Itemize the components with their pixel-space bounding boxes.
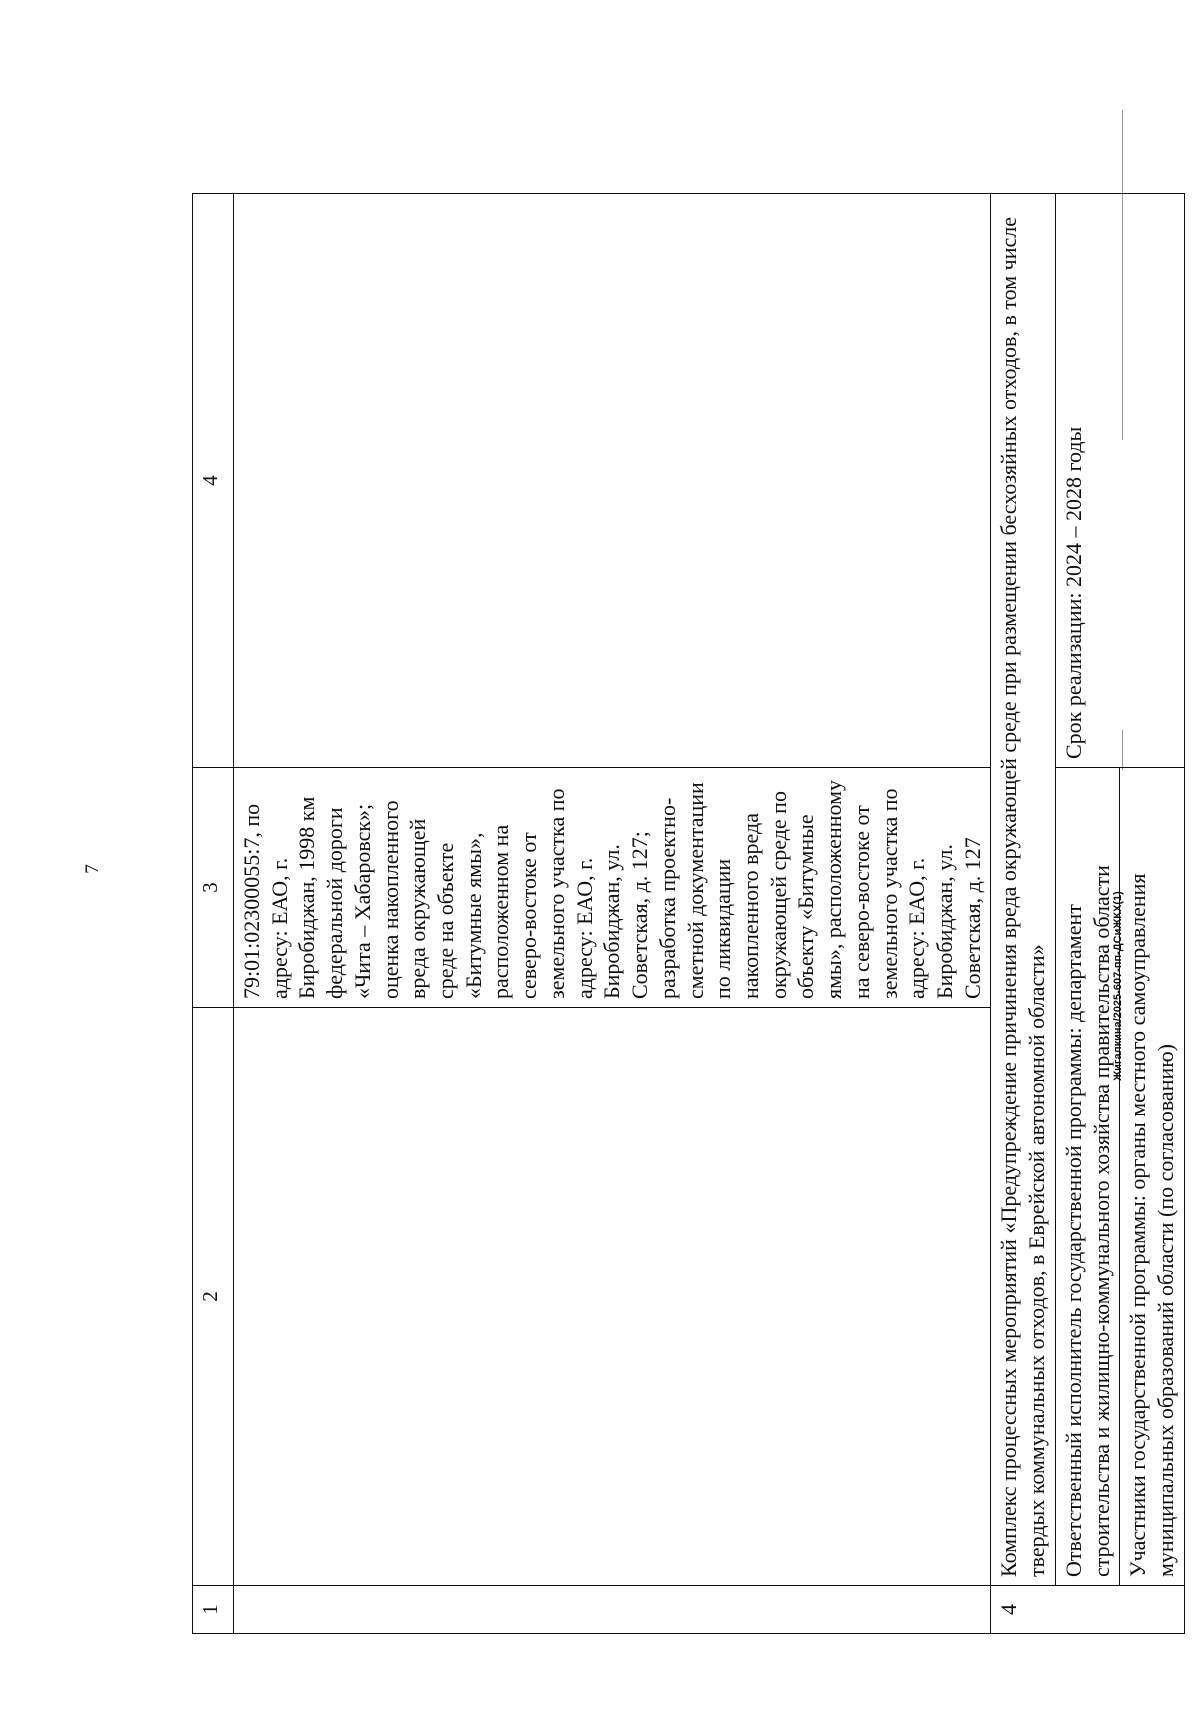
footer-doc-id: Жигалкина/2025-607-пп-ДСиЖКХ(1) xyxy=(1112,891,1124,1081)
implementation-term: Срок реализации: 2024 – 2028 годы xyxy=(1055,194,1184,768)
program-table xyxy=(192,193,1185,1634)
section-number: 4 xyxy=(991,1586,1184,1634)
header-cell: 1 xyxy=(193,1586,234,1634)
table-cell xyxy=(234,768,991,1008)
page-number: 7 xyxy=(82,864,103,874)
table-header-row xyxy=(193,194,234,1634)
responsible-executor: Ответственный исполнитель государственной программы: департамент строительства и жилищно-коммунального хозяйства правительства области xyxy=(1055,768,1119,1586)
row-continuation-text: 79:01:02300055:7, по адресу: ЕАО, г. Биробиджан, 1998 км федеральной дороги «Чита – Хабаровск»; оценка накопленного вреда окружающей среде на объекте «Битумные ямы», расположенном на северо-востоке от земельного участка по адресу: ЕАО, г. Биробиджан, ул. Советская, д. 127; разработка проектно-сметной документации по ликвидации накопленного вреда окружающей среде по объекту «Битумные ямы», расположенному на северо-востоке от земельного участка по адресу: ЕАО, г. Биробиджан, ул. Советская, д. 127 xyxy=(239,780,985,999)
section-title: Комплекс процессных мероприятий «Предупреждение причинения вреда окружающей среде при размещении бесхозяйных отходов, в том числе твердых коммунальных отходов, в Еврейской автономной области» xyxy=(991,194,1055,1586)
header-cell: 2 xyxy=(193,1008,234,1586)
section-title-row xyxy=(991,194,1055,1634)
table-cell xyxy=(234,1008,991,1586)
header-cell: 4 xyxy=(193,194,234,768)
header-cell: 3 xyxy=(193,768,234,1008)
table-row xyxy=(234,194,991,1634)
table-cell xyxy=(234,194,991,768)
section-responsible-row xyxy=(1055,194,1119,1634)
program-participants: Участники государственной программы: органы местного самоуправления муниципальных образований области (по согласованию) xyxy=(1120,768,1184,1586)
table-cell xyxy=(234,1586,991,1634)
